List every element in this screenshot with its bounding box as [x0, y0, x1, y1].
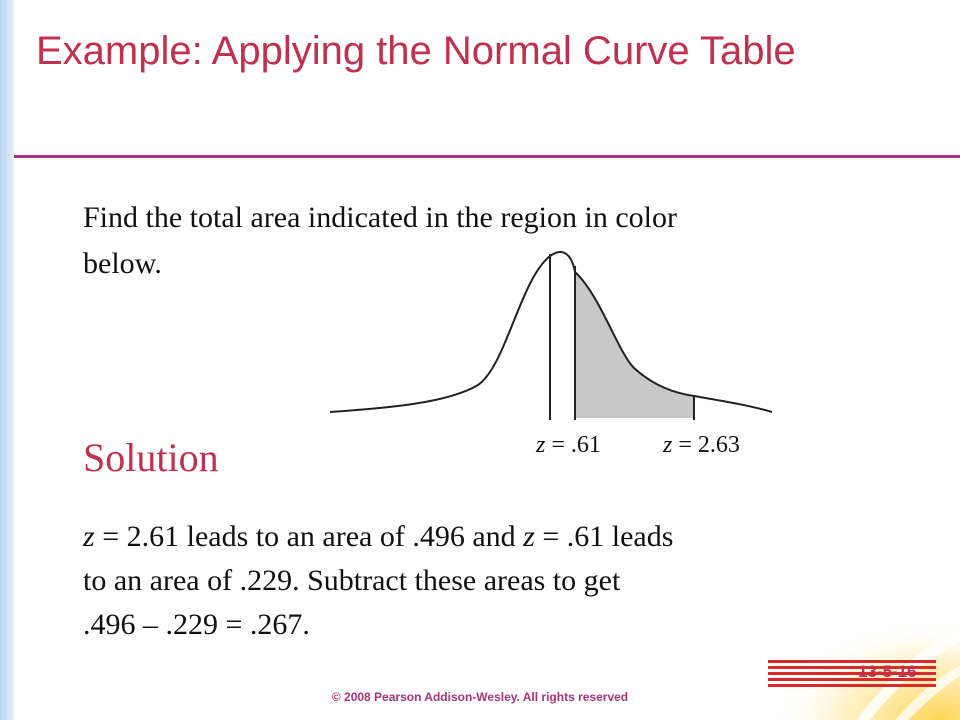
z-label-right — [663, 430, 740, 460]
z-variable: z — [523, 520, 535, 553]
left-border-band — [0, 0, 14, 720]
solution-line-1 — [83, 515, 843, 559]
copyright-footer: © 2008 Pearson Addison-Wesley. All rights reserved — [331, 690, 629, 704]
solution-line-2: to an area of .229. Subtract these areas to get — [83, 564, 621, 597]
solution-text-part: = 2.61 leads to an area of .496 and — [94, 520, 524, 553]
normal-curve-figure — [328, 240, 778, 430]
z-value: = .61 — [545, 432, 601, 458]
problem-statement: Find the total area indicated in the region in color below. — [83, 201, 677, 280]
solution-text — [83, 515, 843, 647]
z-variable: z — [83, 520, 95, 553]
title-divider — [14, 155, 960, 158]
slide-title: Example: Applying the Normal Curve Table — [36, 29, 796, 73]
solution-heading: Solution — [83, 435, 219, 480]
z-label-left — [536, 430, 601, 460]
z-variable: z — [536, 432, 546, 458]
solution-text-part: = .61 leads — [534, 520, 674, 553]
z-variable: z — [663, 432, 673, 458]
slide-number: 13-5-16 — [858, 662, 917, 681]
z-value: = 2.63 — [672, 432, 740, 458]
solution-line-3: .496 – .229 = .267. — [83, 608, 310, 641]
